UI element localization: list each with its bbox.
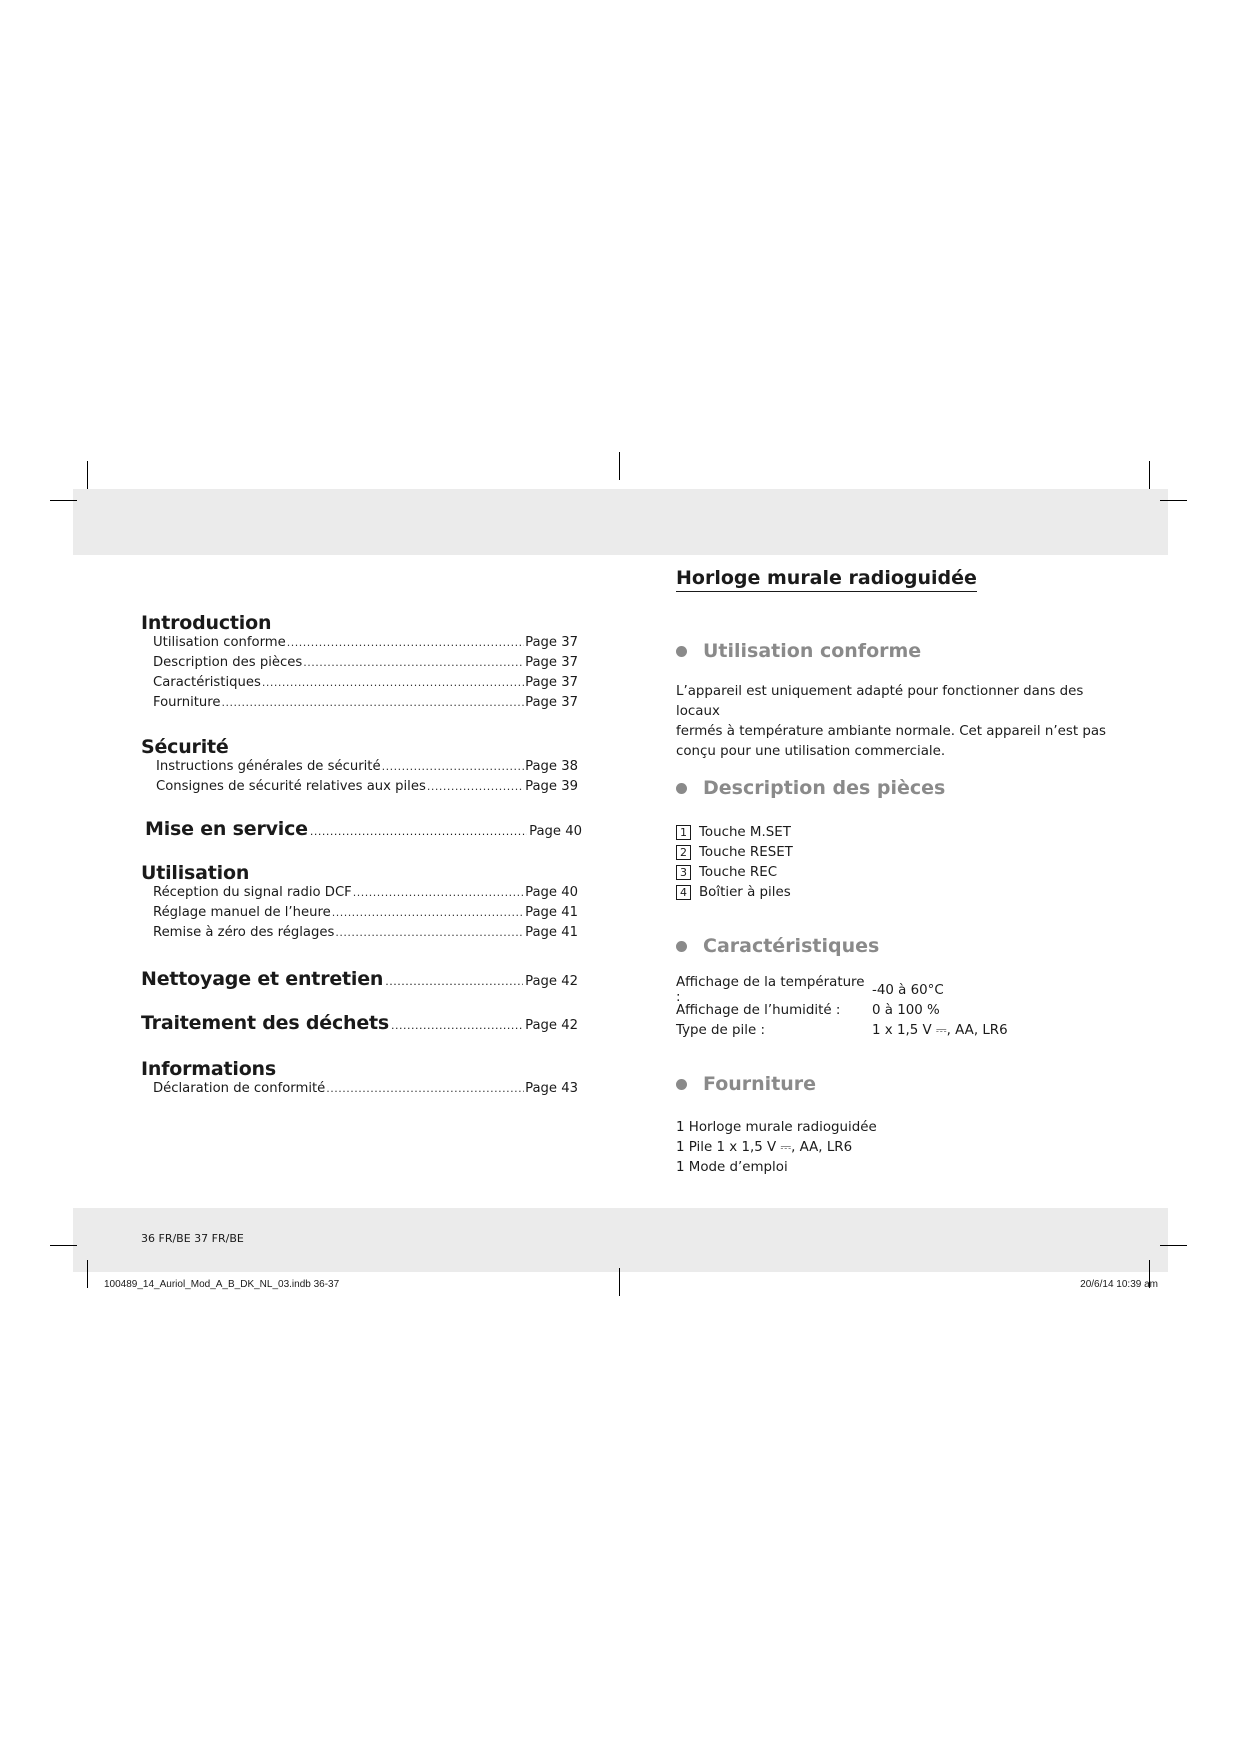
specifications-table [676,975,1008,1040]
toc-heading: Mise en service [145,818,308,840]
toc-heading: Nettoyage et entretien [141,968,384,990]
toc-heading: Introduction [141,612,272,634]
table-row: Type de pile : 1 x 1,5 V ⎓, AA, LR6 [676,1022,1008,1038]
table-row: Affichage de la température : -40 à 60°C [676,975,944,1005]
toc-heading: Utilisation [141,862,250,884]
crop-mark [50,1245,77,1246]
crop-mark [87,1260,88,1288]
toc-entry[interactable]: Description des pièces ..... Page 37 [153,655,578,675]
crop-mark [87,461,88,489]
toc-entry[interactable]: Remise à zéro des réglages ..... Page 41 [153,925,578,945]
crop-mark [1160,500,1187,501]
section-heading-description: Description des pièces [676,777,945,799]
toc-heading: Informations [141,1058,276,1080]
crop-mark [1149,461,1150,489]
bullet-icon [676,941,687,952]
list-item: 1 Touche M.SET [676,822,793,842]
toc-entry[interactable]: Consignes de sécurité relatives aux piles ..... Page 39 [156,779,578,799]
toc-section-nettoyage[interactable]: Nettoyage et entretien ..... Page 42 [141,968,578,990]
crop-mark [619,452,620,480]
supply-list [676,1117,877,1177]
part-number-box: 2 [676,845,691,860]
list-item: 1 Mode d’emploi [676,1159,788,1175]
bullet-icon [676,646,687,657]
header-band [73,489,1168,555]
toc-entry[interactable]: Caractéristiques ..... Page 37 [153,675,578,695]
toc-section-informations [141,1058,578,1101]
intended-use-paragraph: L’appareil est uniquement adapté pour fonctionner dans des locaux fermés à température ambiante normale. Cet appareil n’est pas conçu pour une utilisation commerciale. [676,684,1107,759]
section-heading-fourniture: Fourniture [676,1073,816,1095]
toc-heading: Traitement des déchets [141,1012,390,1034]
crop-mark [1160,1245,1187,1246]
list-item: 3 Touche REC [676,862,793,882]
section-heading-utilisation-conforme: Utilisation conforme [676,640,921,662]
toc-section-dechets[interactable]: Traitement des déchets ..... Page 42 [141,1012,578,1034]
toc-entry[interactable]: Utilisation conforme ..... Page 37 [153,635,578,655]
toc-entry[interactable]: Déclaration de conformité ..... Page 43 [153,1081,578,1101]
part-number-box: 3 [676,865,691,880]
parts-list [676,822,793,902]
toc-section-securite [141,736,578,799]
toc-entry[interactable]: Fourniture ..... Page 37 [153,695,578,715]
part-number-box: 4 [676,885,691,900]
toc-section-mise-en-service[interactable]: Mise en service ..... Page 40 [145,818,582,840]
print-file-name: 100489_14_Auriol_Mod_A_B_DK_NL_03.indb 36-37 [104,1279,340,1290]
crop-mark [619,1268,620,1296]
list-item: 1 Pile 1 x 1,5 V ⎓, AA, LR6 [676,1139,853,1155]
table-row: Affichage de l’humidité : 0 à 100 % [676,1002,940,1018]
list-item: 1 Horloge murale radioguidée [676,1119,877,1135]
toc-entry[interactable]: Instructions générales de sécurité ..... Page 38 [156,759,578,779]
list-item: 2 Touche RESET [676,842,793,862]
part-number-box: 1 [676,825,691,840]
toc-heading: Sécurité [141,736,229,758]
toc-entry[interactable]: Réglage manuel de l’heure ..... Page 41 [153,905,578,925]
toc-section-utilisation [141,862,578,945]
toc-entry[interactable]: Réception du signal radio DCF ..... Page 40 [153,885,578,905]
crop-mark [50,500,77,501]
page-numbers: 36 FR/BE 37 FR/BE [141,1232,244,1245]
print-date: 20/6/14 10:39 am [1080,1279,1158,1290]
bullet-icon [676,1079,687,1090]
bullet-icon [676,783,687,794]
list-item: 4 Boîtier à piles [676,882,793,902]
page-title: Horloge murale radioguidée [676,567,977,592]
toc-section-introduction [141,612,578,715]
section-heading-caracteristiques: Caractéristiques [676,935,879,957]
